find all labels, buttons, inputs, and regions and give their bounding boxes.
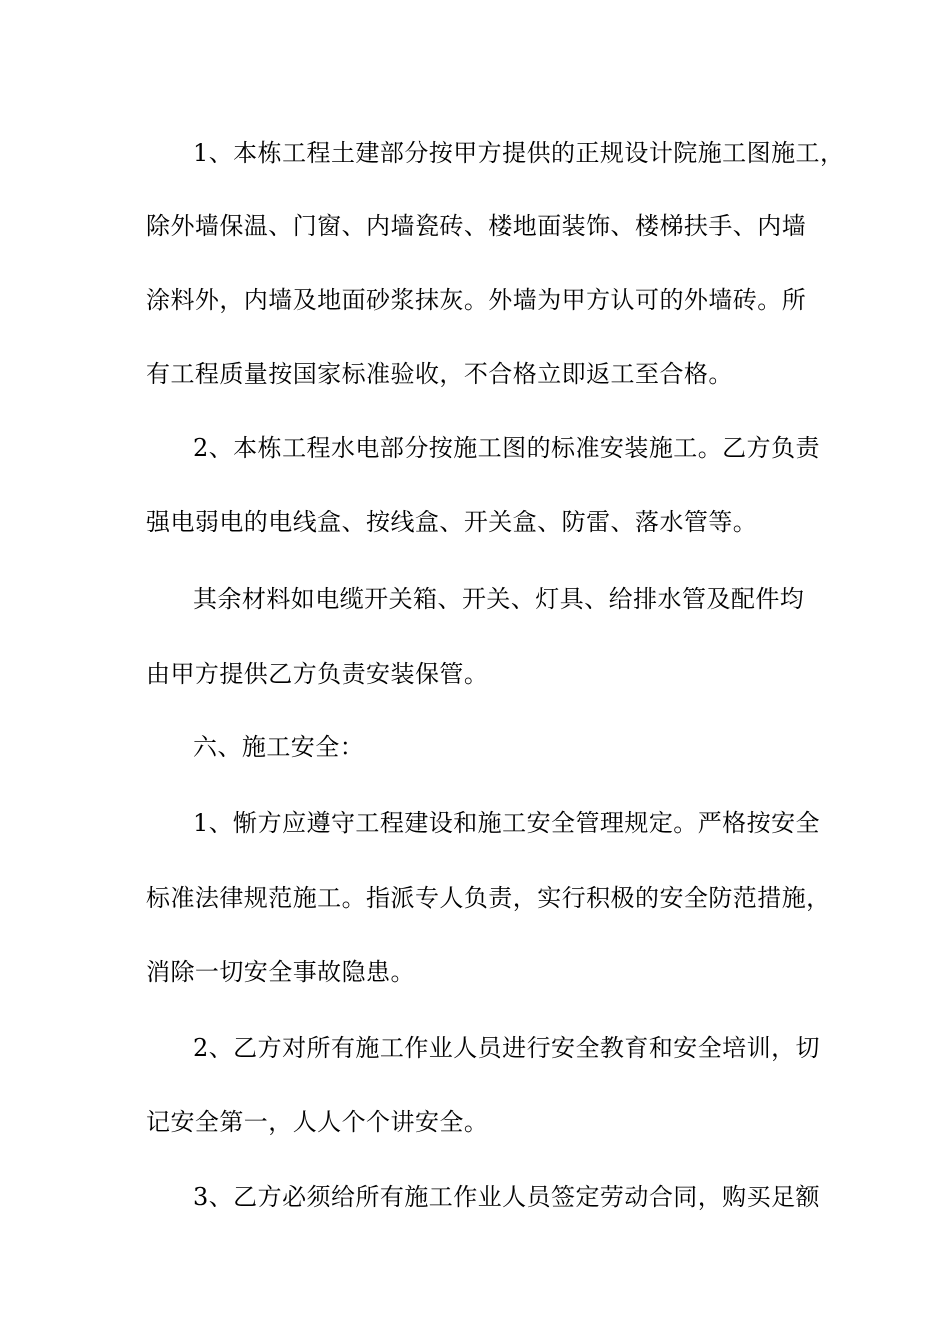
para-3-line-1: 其余材料如电缆开关箱、开关、灯具、给排水管及配件均 [193, 585, 805, 613]
para-3-line-2: 由甲方提供乙方负责安装保管。 [146, 660, 489, 688]
para-1-line-3: 涂料外，内墙及地面砂浆抹灰。外墙为甲方认可的外墙砖。所 [146, 286, 807, 314]
para-1-line-4: 有工程质量按国家标准验收，不合格立即返工至合格。 [146, 360, 733, 388]
para-5-line-2: 记安全第一，人人个个讲安全。 [146, 1108, 489, 1136]
para-2-line-2: 强电弱电的电线盒、按线盒、开关盒、防雷、落水管等。 [146, 508, 758, 536]
para-1-line-2: 除外墙保温、门窗、内墙瓷砖、楼地面装饰、楼梯扶手、内墙 [146, 212, 807, 240]
section-heading: 六、施工安全： [193, 733, 365, 761]
para-4-line-1: 1、惭方应遵守工程建设和施工安全管理规定。严格按安全 [193, 809, 820, 837]
para-2-line-1: 2、本栋工程水电部分按施工图的标准安装施工。乙方负责 [193, 434, 820, 462]
para-5-line-1: 2、乙方对所有施工作业人员进行安全教育和安全培训，切 [193, 1034, 820, 1062]
para-4-line-2: 标准法律规范施工。指派专人负责，实行积极的安全防范措施， [146, 884, 831, 912]
para-4-line-3: 消除一切安全事故隐患。 [146, 958, 415, 986]
para-1-line-1: 1、本栋工程土建部分按甲方提供的正规设计院施工图施工， [193, 139, 845, 167]
para-6-line-1: 3、乙方必须给所有施工作业人员签定劳动合同，购买足额 [193, 1183, 820, 1211]
